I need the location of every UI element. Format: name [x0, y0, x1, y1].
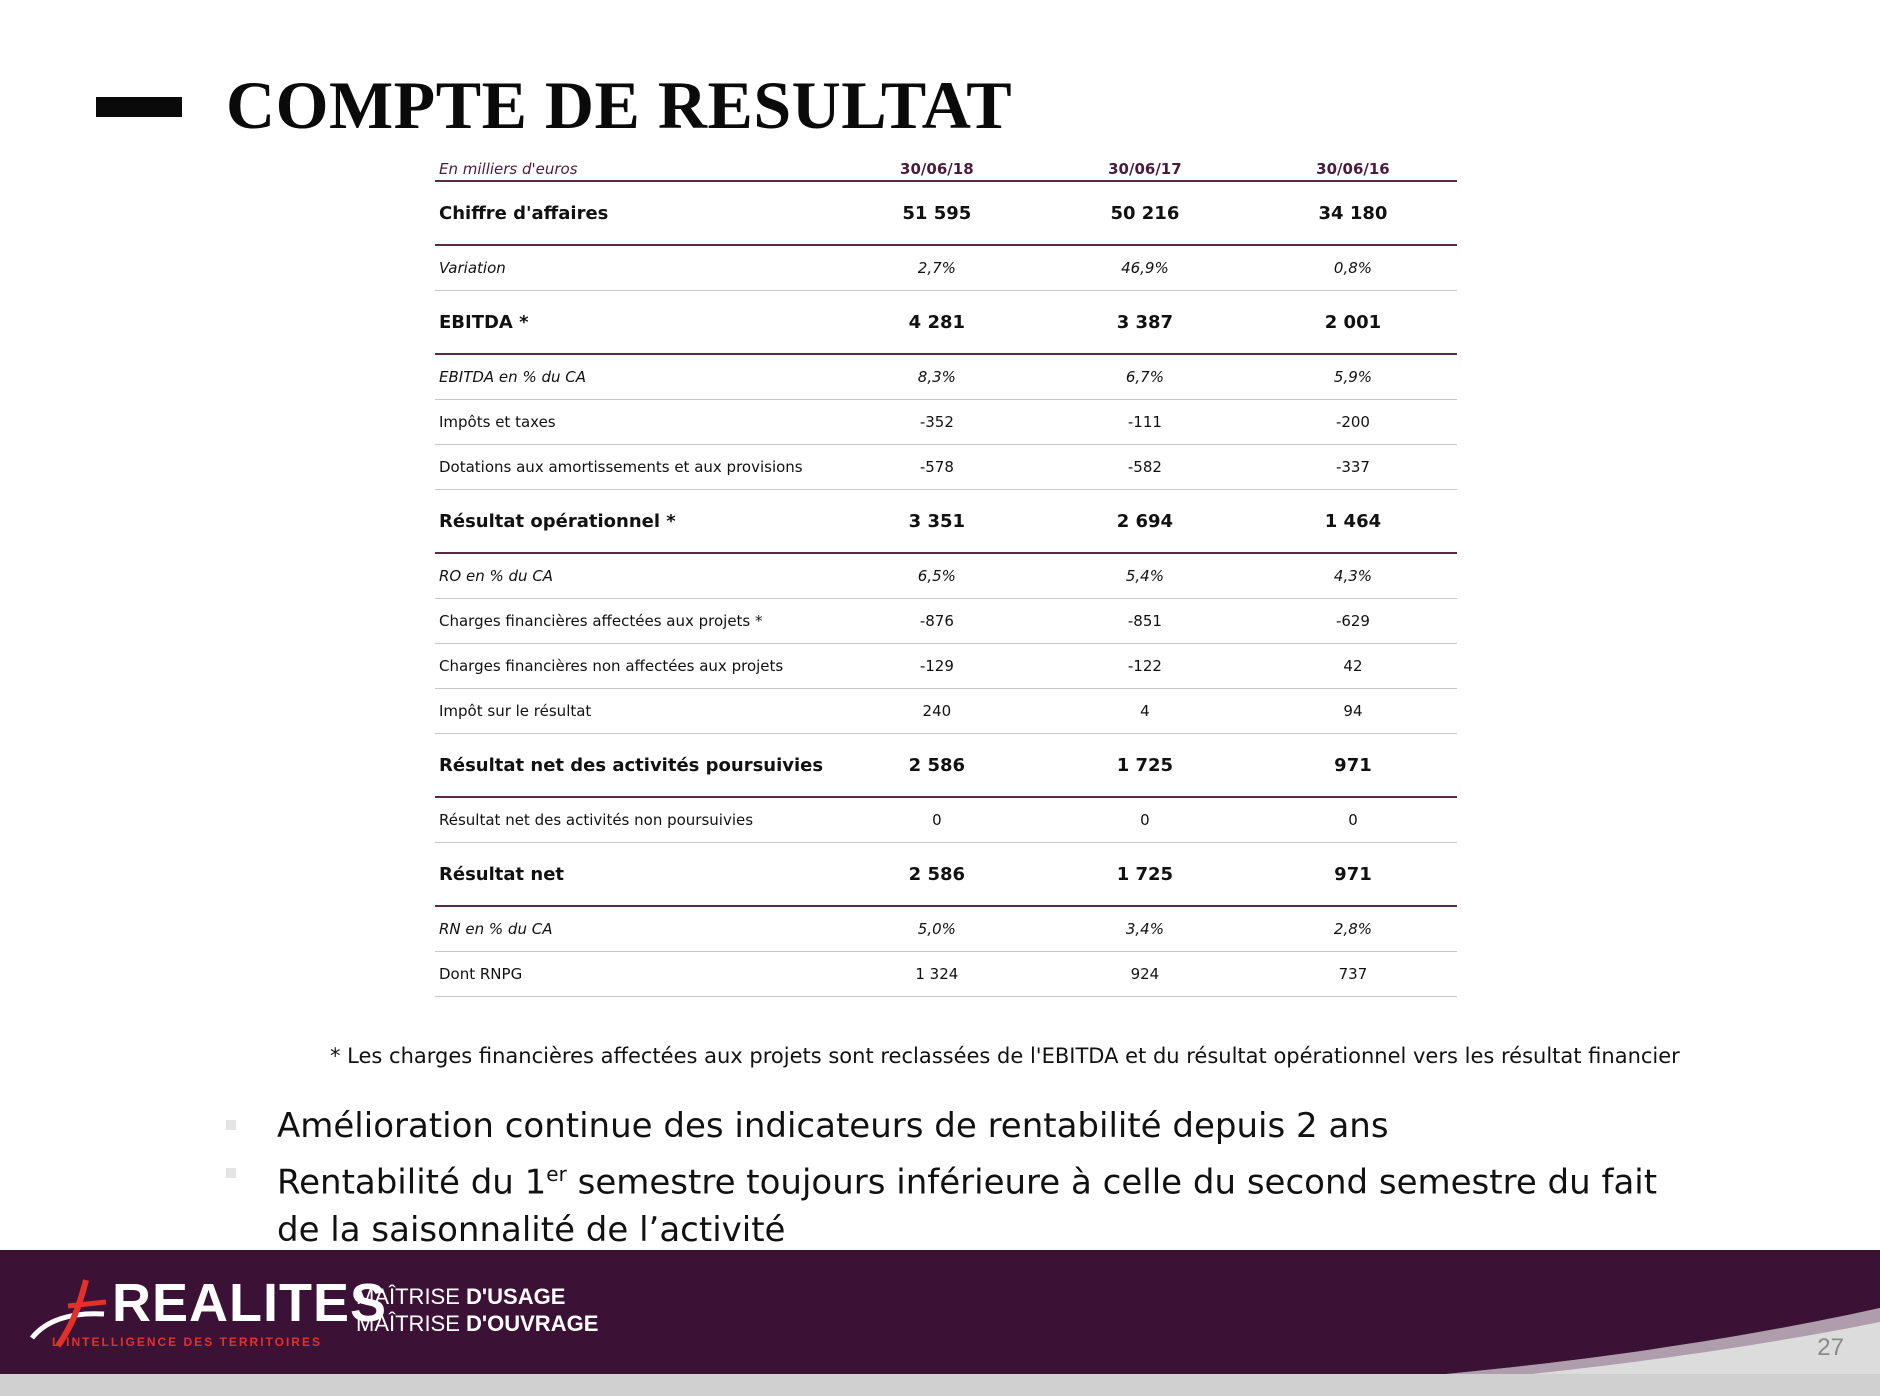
bullet-text-pre: Rentabilité du 1: [277, 1162, 547, 1203]
row-value: 5,4%: [1041, 553, 1249, 599]
footer-band: [0, 1250, 1880, 1396]
row-label: Impôt sur le résultat: [435, 689, 833, 734]
bullet-square-icon: [226, 1120, 236, 1130]
maitrise-line-ouvrage: [356, 1310, 598, 1337]
maitrise-line-usage: [356, 1283, 598, 1310]
row-value: -122: [1041, 644, 1249, 689]
bullet-item: [220, 1102, 1700, 1150]
row-label: Charges financières affectées aux projets *: [435, 599, 833, 644]
row-value: 0: [1041, 797, 1249, 843]
row-value: -111: [1041, 400, 1249, 445]
row-label: EBITDA en % du CA: [435, 354, 833, 400]
row-value: 46,9%: [1041, 245, 1249, 291]
row-label: Variation: [435, 245, 833, 291]
table-row: [435, 291, 1457, 355]
row-value: 94: [1249, 689, 1457, 734]
row-value: 3,4%: [1041, 906, 1249, 952]
row-value: -629: [1249, 599, 1457, 644]
row-value: 2 001: [1249, 291, 1457, 355]
title-accent-bar: [96, 97, 182, 117]
table-row: [435, 245, 1457, 291]
row-value: -578: [833, 445, 1041, 490]
bullet-list: [220, 1102, 1700, 1254]
row-value: 2,7%: [833, 245, 1041, 291]
row-value: 3 351: [833, 490, 1041, 554]
row-label: Résultat net des activités poursuivies: [435, 734, 833, 798]
bullet-text: Amélioration continue des indicateurs de rentabilité depuis 2 ans: [277, 1106, 1389, 1146]
table-row: [435, 490, 1457, 554]
row-label: Résultat opérationnel *: [435, 490, 833, 554]
row-label: Impôts et taxes: [435, 400, 833, 445]
row-value: 2 586: [833, 843, 1041, 907]
row-value: 971: [1249, 734, 1457, 798]
row-value: -352: [833, 400, 1041, 445]
table-row: [435, 181, 1457, 245]
table-row: [435, 734, 1457, 798]
table-row: [435, 400, 1457, 445]
row-value: 1 725: [1041, 734, 1249, 798]
page-number: 27: [1817, 1334, 1844, 1361]
row-value: 3 387: [1041, 291, 1249, 355]
table-row: [435, 553, 1457, 599]
row-value: 1 324: [833, 952, 1041, 997]
table-footnote: * Les charges financières affectées aux projets sont reclassées de l'EBITDA et du résultat opérationnel vers les résultat financier: [330, 1044, 1680, 1068]
row-value: -876: [833, 599, 1041, 644]
table-row: [435, 952, 1457, 997]
row-value: 6,7%: [1041, 354, 1249, 400]
row-label: Dotations aux amortissements et aux provisions: [435, 445, 833, 490]
income-statement-table: [435, 154, 1457, 997]
row-label: Résultat net des activités non poursuivies: [435, 797, 833, 843]
maitrise-line-light: MAÎTRISE: [356, 1284, 467, 1309]
row-value: 0,8%: [1249, 245, 1457, 291]
row-value: 4: [1041, 689, 1249, 734]
table-row: [435, 599, 1457, 644]
row-value: 2 586: [833, 734, 1041, 798]
table-header-row: [435, 154, 1457, 181]
brand-maitrise-lines: [356, 1283, 598, 1337]
table-row: [435, 906, 1457, 952]
row-value: -851: [1041, 599, 1249, 644]
row-value: 2 694: [1041, 490, 1249, 554]
row-label: RN en % du CA: [435, 906, 833, 952]
bullet-square-icon: [226, 1168, 236, 1178]
row-value: 5,9%: [1249, 354, 1457, 400]
row-value: 1 725: [1041, 843, 1249, 907]
row-value: 8,3%: [833, 354, 1041, 400]
row-value: 34 180: [1249, 181, 1457, 245]
row-value: 51 595: [833, 181, 1041, 245]
row-label: Charges financières non affectées aux projets: [435, 644, 833, 689]
row-value: 5,0%: [833, 906, 1041, 952]
row-value: 4 281: [833, 291, 1041, 355]
column-header: 30/06/16: [1249, 154, 1457, 181]
column-header: 30/06/18: [833, 154, 1041, 181]
row-value: 0: [833, 797, 1041, 843]
table-row: [435, 354, 1457, 400]
row-value: -129: [833, 644, 1041, 689]
row-value: 50 216: [1041, 181, 1249, 245]
column-header: 30/06/17: [1041, 154, 1249, 181]
row-label: Résultat net: [435, 843, 833, 907]
maitrise-line-bold: D'OUVRAGE: [466, 1311, 599, 1336]
bullet-text-post: semestre toujours inférieure à celle du second semestre du fait de la saisonnalité de l’activité: [277, 1162, 1658, 1251]
brand-logo-tagline: L'INTELLIGENCE DES TERRITOIRES: [52, 1335, 322, 1349]
row-value: 0: [1249, 797, 1457, 843]
row-value: 42: [1249, 644, 1457, 689]
maitrise-line-light: MAÎTRISE: [356, 1311, 467, 1336]
row-value: 240: [833, 689, 1041, 734]
row-label: RO en % du CA: [435, 553, 833, 599]
table-row: [435, 445, 1457, 490]
page-title: COMPTE DE RESULTAT: [226, 67, 1013, 143]
table-row: [435, 689, 1457, 734]
row-value: 4,3%: [1249, 553, 1457, 599]
bullet-text-superscript: er: [546, 1162, 567, 1186]
brand-logo-name: REALITES: [112, 1273, 388, 1333]
row-value: -337: [1249, 445, 1457, 490]
row-value: 2,8%: [1249, 906, 1457, 952]
row-value: 971: [1249, 843, 1457, 907]
row-value: 1 464: [1249, 490, 1457, 554]
row-label: Chiffre d'affaires: [435, 181, 833, 245]
table-row: [435, 797, 1457, 843]
row-label: Dont RNPG: [435, 952, 833, 997]
row-value: 6,5%: [833, 553, 1041, 599]
table-row: [435, 843, 1457, 907]
maitrise-line-bold: D'USAGE: [466, 1284, 566, 1309]
bullet-item: [220, 1150, 1700, 1254]
row-value: 924: [1041, 952, 1249, 997]
row-label: EBITDA *: [435, 291, 833, 355]
row-value: 737: [1249, 952, 1457, 997]
row-value: -200: [1249, 400, 1457, 445]
unit-label: En milliers d'euros: [435, 154, 833, 181]
row-value: -582: [1041, 445, 1249, 490]
table-row: [435, 644, 1457, 689]
